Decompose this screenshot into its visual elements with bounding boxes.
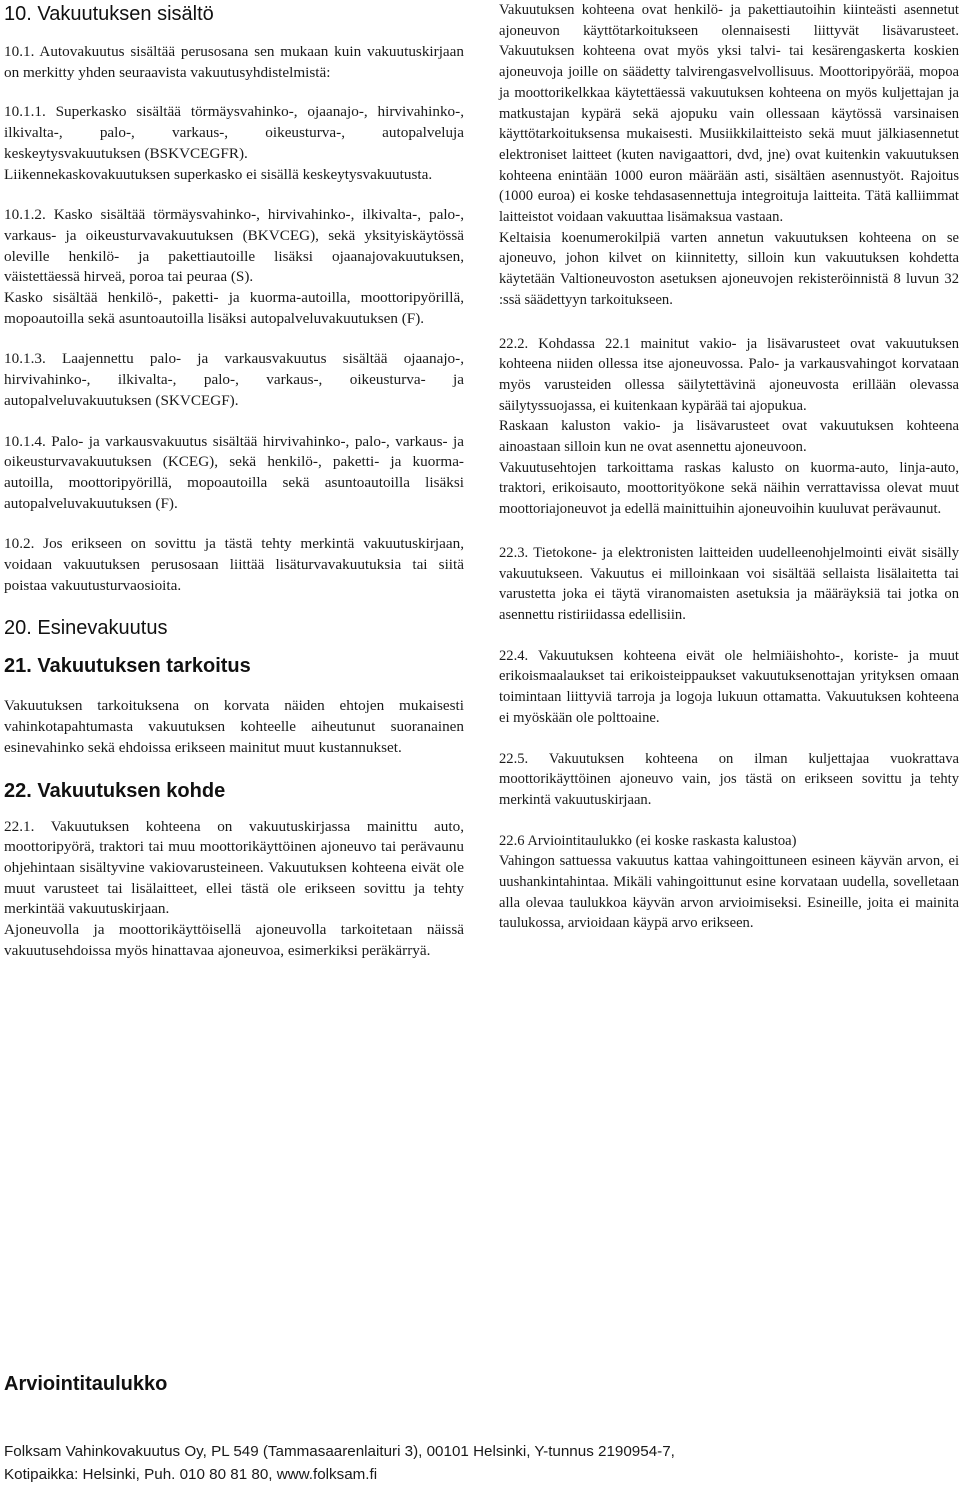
paragraph-10-1-1: 10.1.1. Superkasko sisältää törmäysvahinko-, ojaanajo-, hirvivahinko-, ilkivalta-, palo-, varkaus-, oikeusturva-, autopalveluja keskeytysvakuutuksen (BSKVCEGFR).: [4, 103, 464, 162]
right-column: [499, 0, 959, 934]
footer-company-line: Folksam Vahinkovakuutus Oy, PL 549 (Tammasaarenlaituri 3), 00101 Helsinki, Y-tunnus 2190954-7,: [4, 1443, 675, 1460]
paragraph-10-2: 10.2. Jos erikseen on sovittu ja tästä tehty merkintä vakuutuskirjaan, voidaan vakuutuksen perusosaan liittää lisäturvavakuutuksia tai siitä poistaa vakuutusturvaosioita.: [4, 535, 464, 594]
paragraph-10-1-2-note: Kasko sisältää henkilö-, paketti- ja kuorma-autoilla, moottoripyörillä, mopoautoilla sekä asuntoautoilla lisäksi autopalveluvakuutuksen (F).: [4, 289, 464, 327]
section-22-heading: 22. Vakuutuksen kohde: [4, 779, 226, 802]
paragraph-22-6: Vahingon sattuessa vakuutus kattaa vahingoittuneen esineen käyvän arvon, ei uushankintahintaa. Mikäli vahingoittunut esine korvataan uudella, sovelletaan alla olevaa taulukkoa käyvän arvon arvioimiseksi. Esineille, joita ei mainita taulukossa, arvioidaan käypä arvo erikseen.: [499, 853, 959, 932]
section-10-heading: 10. Vakuutuksen sisältö: [4, 3, 214, 25]
paragraph-10-1-4: 10.1.4. Palo- ja varkausvakuutus sisältää hirvivahinko-, palo-, varkaus- ja oikeusturvavakuutuksen (KCEG), sekä henkilö-, paketti- ja kuorma-autoilla, moottoripyörillä, mopoautoilla sekä asuntoautoilla lisäksi autopalveluvakuutuksen (F).: [4, 432, 464, 512]
paragraph-22-1-note: Ajoneuvolla ja moottorikäyttöisellä ajoneuvolla tarkoitetaan näissä vakuutusehdoissa myös hinattavaa ajoneuvoa, esimerkiksi peräkärryä.: [4, 921, 464, 959]
section-20-heading: 20. Esinevakuutus: [4, 617, 168, 640]
paragraph-22-4: 22.4. Vakuutuksen kohteena eivät ole helmiäishohto-, koriste- ja muut erikoismaalaukset tai erikoisteippaukset vakuutuksenottajan yrityksen omaan toimintaan liittyviä tarroja ja logoja lukuun ottamatta. Vakuutuksen kohteena ei myöskään ole polttoaine.: [499, 647, 959, 726]
paragraph-22-1: 22.1. Vakuutuksen kohteena on vakuutuskirjassa mainittu auto, moottoripyörä, traktori tai muu moottorikäyttöinen ajoneuvo tai perävaunu ohjehintaan sisältyvine vakiovarusteineen. Vakuutuksen kohteena eivät ole muut varusteet tai lisälaitteet, ellei tästä ole erikseen sovittu ja tehty merkintää vakuutuskirjaan.: [4, 817, 464, 918]
footer-contact-line: Kotipaikka: Helsinki, Puh. 010 80 81 80, www.folksam.fi: [4, 1466, 378, 1483]
assessment-table-title: Arviointitaulukko: [4, 1373, 168, 1395]
paragraph-10-1-3: 10.1.3. Laajennettu palo- ja varkausvakuutus sisältää ojaanajo-, hirvivahinko-, ilkivalta-, palo-, varkaus-, oikeusturva- ja autopalveluvakuutuksen (SKVCEGF).: [4, 350, 464, 409]
paragraph-test-plates: Keltaisia koenumerokilpiä varten annetun vakuutuksen kohteena on se ajoneuvo, johon kilvet on kiinnitetty, silloin kun vakuutuksen kohdetta käytetään Valtioneuvoston asetuksen ajoneuvojen rekisteröinnistä 8 luvun 32 :ssä säädettyyn tarkoitukseen.: [499, 229, 959, 308]
paragraph-22-2: 22.2. Kohdassa 22.1 mainitut vakio- ja lisävarusteet ovat vakuutuksen kohteena niiden ollessa itse ajoneuvossa. Palo- ja varkausvahingot korvataan myös varusteiden ollessa säilytettävinä ajoneuvosta erillään olevassa säilytyssuojassa, ei kuitenkaan kypärää tai ajopukua.: [499, 335, 959, 414]
footer: [4, 1440, 954, 1486]
paragraph-22-2-definition: Vakuutusehtojen tarkoittama raskas kalusto on kuorma-auto, linja-auto, traktori, erikoisauto, moottorityökone sekä näihin verrattavissa olevat muut moottoriajoneuvot ja edellä mainittuihin ajoneuvoihin kuuluvat perävaunut.: [499, 459, 959, 518]
paragraph-22-2-heavy: Raskaan kaluston vakio- ja lisävarusteet ovat vakuutuksen kohteena ainoastaan silloin kun ne ovat asennettu ajoneuvoon.: [499, 418, 959, 456]
paragraph-21: Vakuutuksen tarkoituksena on korvata näiden ehtojen mukaisesti vahinkotapahtumasta vakuutuksen kohteelle aiheutunut suoranainen esinevahinko sekä ehdoissa erikseen mainitut muut kustannukset.: [4, 697, 464, 756]
paragraph-10-1: 10.1. Autovakuutus sisältää perusosana sen mukaan kuin vakuutuskirjaan on merkitty yhden seuraavista vakuutusyhdistelmistä:: [4, 43, 464, 81]
paragraph-22-5: 22.5. Vakuutuksen kohteena on ilman kuljettajaa vuokrattava moottorikäyttöinen ajoneuvo vain, jos tästä on erikseen sovittu ja tehty merkintä vakuutuskirjaan.: [499, 750, 959, 808]
left-column: [4, 0, 464, 962]
paragraph-22-6-title: 22.6 Arviointitaulukko (ei koske raskasta kalustoa): [499, 832, 797, 849]
section-21-heading: 21. Vakuutuksen tarkoitus: [4, 655, 251, 678]
paragraph-10-1-2: 10.1.2. Kasko sisältää törmäysvahinko-, hirvivahinko-, ilkivalta-, palo-, varkaus- ja oikeusturvavakuutuksen (BKVCEG), sekä yksityiskäytössä oleville henkilö- ja pakettiautoille lisäksi ojaanajovakuutuksen, väistettäessä hirveä, poroa tai peuraa (S).: [4, 206, 464, 286]
paragraph-accessories: Vakuutuksen kohteena ovat henkilö- ja pakettiautoihin kiinteästi asennetut ajoneuvon käyttötarkoitukseen olennaisesti liittyvät lisävarusteet. Vakuutuksen kohteena ovat myös yksi talvi- tai kesärengaskerta koskien ajoneuvoja joille on säädetty talvirengasvelvollisuus. Moottoripyörää, mopoa ja moottorikelkkaa käytettäessä vakuutuksen kohteena on myös kuljettajan ja matkustajan kypärä sekä ajopuku vain ollessaan käytössä varsinaisen käyttötarkoituksensa mukaisesti. Musiikkilaitteisto sekä muut jälkiasennetut elektroniset laitteet (kuten navigaattori, dvd, jne) ovat kuitenkin vakuutuksen kohteena enintään 1000 euron määrään asti, sisältäen asennustyöt. Rajoitus (1000 euroa) ei koske tehdasasennettuja integroituja laitteita. Tätä kalliimmat laitteistot voidaan vakuuttaa lisämaksua vastaan.: [499, 2, 959, 226]
paragraph-22-3: 22.3. Tietokone- ja elektronisten laitteiden uudelleenohjelmointi eivät sisälly vakuutukseen. Vakuutus ei milloinkaan voi sisältää sellaista lisälaitetta tai varustetta joka ei täytä viranomaisten asetuksia ja määräyksiä tai jotka on asennettu ristiriidassa edellisiin.: [499, 544, 959, 623]
paragraph-10-1-1-note: Liikennekaskovakuutuksen superkasko ei sisällä keskeytysvakuutusta.: [4, 165, 433, 183]
